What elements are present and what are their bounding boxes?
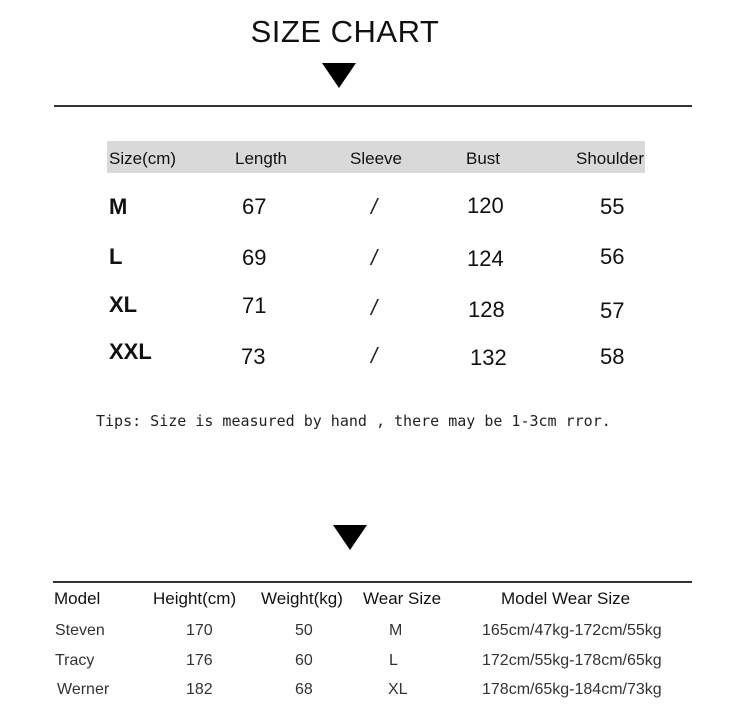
down-triangle-icon <box>322 63 356 88</box>
divider <box>53 581 692 583</box>
header-sleeve: Sleeve <box>350 149 402 168</box>
header-bust: Bust <box>466 149 501 168</box>
sleeve-value: / <box>371 343 378 368</box>
length-value: 67 <box>242 194 267 219</box>
header-model: Model <box>54 589 101 608</box>
model-name: Tracy <box>55 652 95 669</box>
sleeve-value: / <box>371 295 378 320</box>
model-height: 170 <box>186 622 213 639</box>
size-label: L <box>109 244 123 269</box>
model-wear-size: XL <box>388 681 408 698</box>
header-length: Length <box>235 149 287 168</box>
bust-value: 132 <box>470 345 507 370</box>
model-weight: 50 <box>295 622 313 639</box>
page-title: SIZE CHART <box>250 14 440 49</box>
model-height: 176 <box>186 652 213 669</box>
model-wear-size: M <box>389 622 403 639</box>
model-weight: 60 <box>295 652 313 669</box>
size-label: M <box>109 194 128 219</box>
header-size: Size(cm) <box>109 149 177 168</box>
header-wear-size: Wear Size <box>363 589 442 608</box>
shoulder-value: 58 <box>600 344 625 369</box>
size-label: XL <box>109 292 138 317</box>
sleeve-value: / <box>371 194 378 219</box>
bust-value: 128 <box>468 297 505 322</box>
model-size-range: 172cm/55kg-178cm/65kg <box>482 652 662 669</box>
header-weight: Weight(kg) <box>261 589 343 608</box>
down-triangle-icon <box>333 525 367 550</box>
sleeve-value: / <box>371 245 378 270</box>
model-weight: 68 <box>295 681 313 698</box>
shoulder-value: 57 <box>600 298 625 323</box>
shoulder-value: 56 <box>600 244 625 269</box>
model-size-range: 178cm/65kg-184cm/73kg <box>482 681 662 698</box>
shoulder-value: 55 <box>600 194 625 219</box>
bust-value: 124 <box>467 246 504 271</box>
divider <box>54 105 692 107</box>
length-value: 71 <box>242 293 267 318</box>
model-name: Werner <box>57 681 110 698</box>
size-label: XXL <box>109 339 152 364</box>
model-name: Steven <box>55 622 105 639</box>
length-value: 73 <box>241 344 266 369</box>
model-size-range: 165cm/47kg-172cm/55kg <box>482 622 662 639</box>
length-value: 69 <box>242 245 267 270</box>
model-wear-size: L <box>389 652 398 669</box>
bust-value: 120 <box>467 193 504 218</box>
tips-note: Tips: Size is measured by hand , there may be 1-3cm rror. <box>96 412 611 430</box>
header-height: Height(cm) <box>153 589 237 608</box>
model-height: 182 <box>186 681 213 698</box>
header-model-wear-size: Model Wear Size <box>501 589 631 608</box>
header-shoulder: Shoulder <box>576 149 645 168</box>
